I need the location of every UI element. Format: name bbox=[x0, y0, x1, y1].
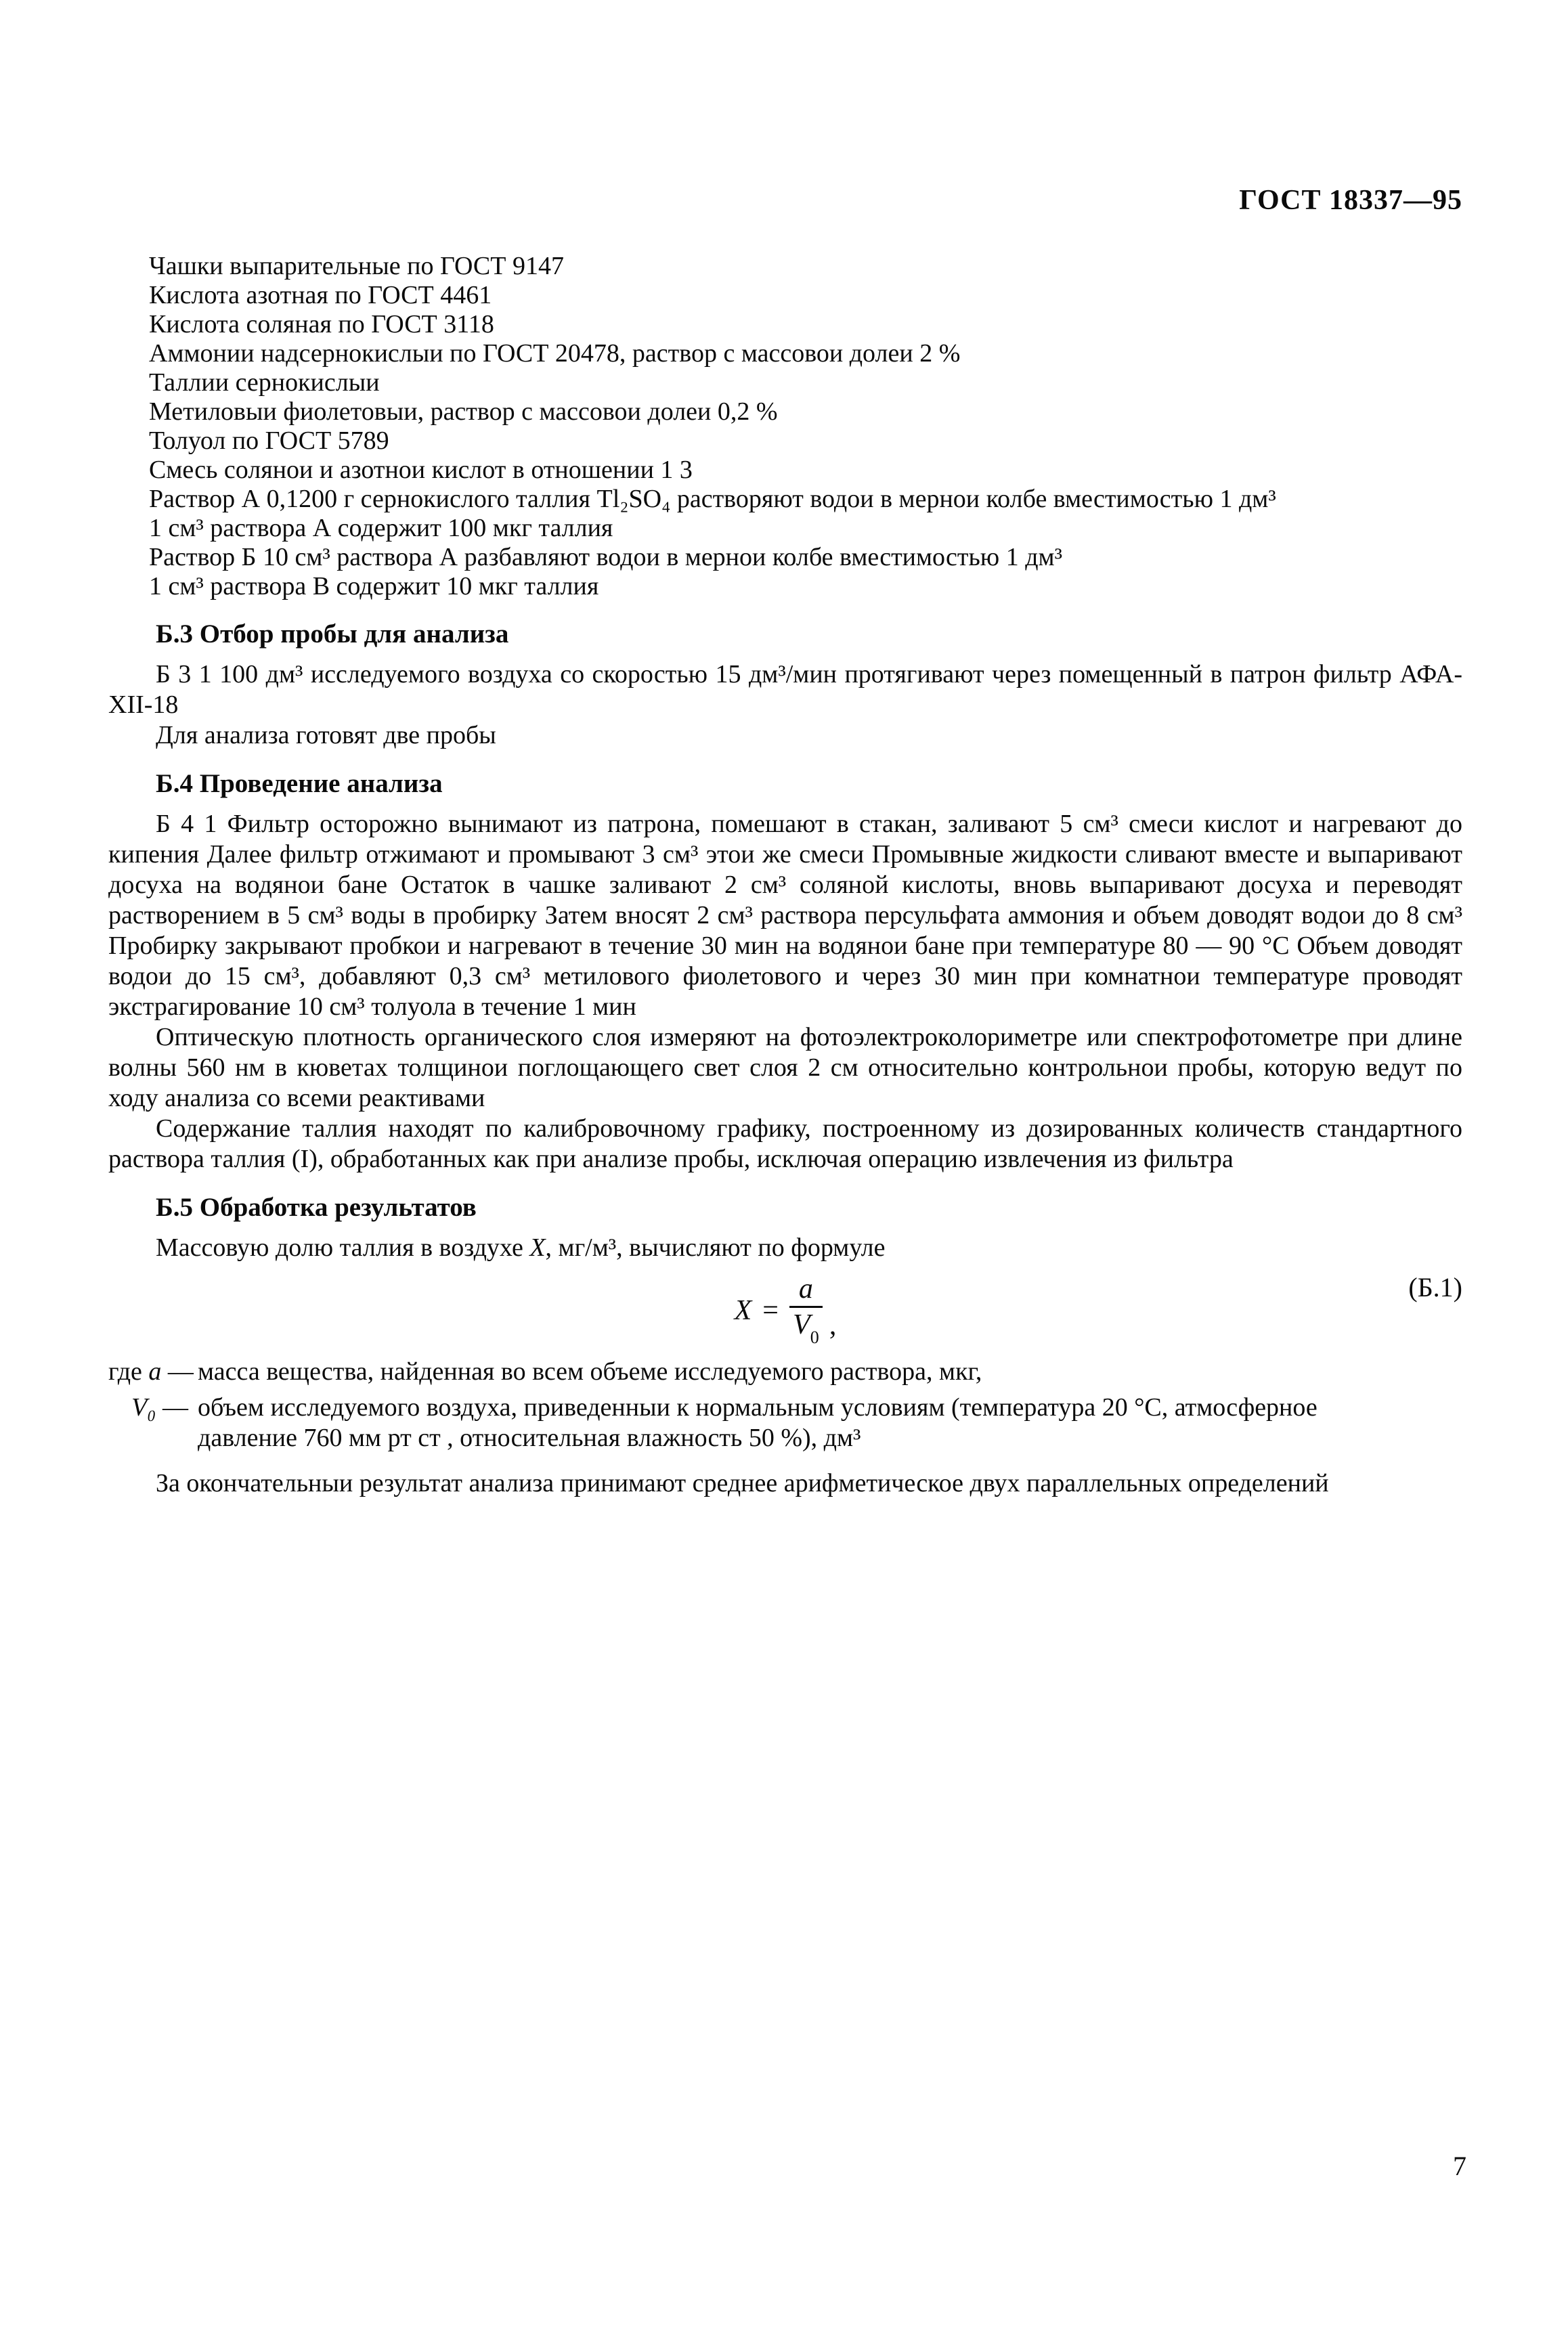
definition-description-line: объем исследуемого воздуха, приведенныи к нормальным условиям (температура 20 °С, атмосферное bbox=[198, 1393, 1317, 1422]
variable-v0: V₀ bbox=[131, 1393, 156, 1422]
definition-description: масса вещества, найденная во всем объеме исследуемого раствора, мкг, bbox=[198, 1357, 982, 1386]
page-header bbox=[108, 184, 1462, 217]
section-b4-paragraph-2: Оптическую плотность органического слоя измеряют на фотоэлектроколориметре или спектрофотометре при длине волны 560 нм в кюветах толщинои поглощающего свет слоя 2 см относительно контрольнои пробы, которую ведут по ходу анализа со всеми реактивами bbox=[108, 1023, 1462, 1112]
reagent-item: Смесь солянои и азотнои кислот в отношении 1 3 bbox=[149, 456, 693, 484]
section-b5-heading: Б.5 Обработка результатов bbox=[156, 1193, 477, 1222]
definition-term bbox=[108, 1393, 188, 1453]
formula-block bbox=[108, 1270, 1462, 1351]
formula-lhs: X bbox=[734, 1295, 752, 1326]
standard-number: ГОСТ 18337—95 bbox=[1239, 185, 1462, 216]
page-number: 7 bbox=[1453, 2151, 1466, 2181]
definition-term-prefix: где bbox=[108, 1357, 149, 1386]
definition-row bbox=[108, 1357, 1462, 1387]
reagent-item: Раствор А 0,1200 г сернокислого таллия Tl₂SO₄ растворяют водои в мернои колбе вместимостью 1 дм³ bbox=[149, 485, 1276, 513]
definition-term bbox=[108, 1357, 194, 1387]
formula-intro bbox=[108, 1233, 1462, 1263]
variable-x: X bbox=[529, 1233, 546, 1262]
formula-comma: , bbox=[829, 1310, 837, 1341]
section-b3-heading: Б.3 Отбор пробы для анализа bbox=[156, 619, 509, 649]
reagent-item: 1 см³ раствора В содержит 10 мкг таллия bbox=[149, 572, 599, 600]
formula-intro-text-tail: , мг/м³, вычисляют по формуле bbox=[545, 1233, 886, 1262]
reagent-item: Аммонии надсернокислыи по ГОСТ 20478, раствор с массовои долеи 2 % bbox=[149, 339, 961, 368]
reagent-item: Кислота соляная по ГОСТ 3118 bbox=[149, 310, 494, 338]
variable-v-subscript: 0 bbox=[810, 1328, 819, 1348]
definition-list bbox=[108, 1357, 1462, 1453]
closing-paragraph: За окончательныи результат анализа принимают среднее арифметическое двух параллельных определений bbox=[156, 1469, 1329, 1497]
reagent-item: Чашки выпарительные по ГОСТ 9147 bbox=[149, 252, 564, 280]
reagent-item: 1 см³ раствора А содержит 100 мкг таллия bbox=[149, 514, 613, 542]
equals-sign: = bbox=[762, 1295, 779, 1326]
section-b4-heading: Б.4 Проведение анализа bbox=[156, 769, 443, 798]
equation-number: (Б.1) bbox=[1408, 1272, 1462, 1302]
reagent-item: Метиловыи фиолетовыи, раствор с массовои долеи 0,2 % bbox=[149, 397, 778, 426]
section-b3-paragraph-2: Для анализа готовят две пробы bbox=[156, 721, 496, 749]
reagent-item: Раствор Б 10 см³ раствора А разбавляют водои в мернои колбе вместимостью 1 дм³ bbox=[149, 543, 1062, 571]
fraction-numerator: a bbox=[789, 1273, 823, 1308]
fraction bbox=[789, 1273, 823, 1348]
variable-v: V bbox=[793, 1309, 810, 1341]
definition-description bbox=[188, 1393, 1462, 1453]
section-b4-paragraph-3: Содержание таллия находят по калибровочному графику, построенному из дозированных количеств стандартного раствора таллия (I), обработанных как при анализе пробы, исключая операцию извлечения из фильтра bbox=[108, 1114, 1462, 1173]
reagent-item: Таллии сернокислыи bbox=[149, 368, 380, 397]
reagent-item: Кислота азотная по ГОСТ 4461 bbox=[149, 281, 492, 309]
definition-dash: — bbox=[161, 1357, 194, 1386]
reagent-item: Толуол по ГОСТ 5789 bbox=[149, 426, 389, 455]
section-b3-paragraph-1: Б 3 1 100 дм³ исследуемого воздуха со скоростью 15 дм³/мин протягивают через помещенный в патрон фильтр АФА-ХII-18 bbox=[108, 660, 1462, 719]
reagent-list bbox=[108, 252, 1462, 601]
definition-row bbox=[108, 1393, 1462, 1453]
section-b4-paragraph-1: Б 4 1 Фильтр осторожно вынимают из патрона, помешают в стакан, заливают 5 см³ смеси кислот и нагревают до кипения Далее фильтр отжимают и промывают 3 см³ этои же смеси Промывные жидкости сливают вместе и выпаривают досуха на водянои бане Остаток в чашке заливают 2 см³ соляной кислоты, вновь выпаривают досуха и переводят растворением в 5 см³ воды в пробирку Затем вносят 2 см³ раствора персульфата аммония и объем доводят водои до 8 см³ Пробирку закрывают пробкои и нагревают в течение 30 мин на водянои бане при температуре 80 — 90 °С Объем доводят водои до 15 см³, добавляют 0,3 см³ метилового фиолетового и через 30 мин при комнатнои температуре проводят экстрагирование 10 см³ толуола в течение 1 мин bbox=[108, 810, 1462, 1021]
formula-intro-text: Массовую долю таллия в воздухе bbox=[156, 1233, 530, 1262]
fraction-denominator bbox=[793, 1308, 819, 1348]
variable-a: a bbox=[148, 1357, 162, 1386]
definition-dash: — bbox=[156, 1393, 188, 1422]
definition-description-line: давление 760 мм рт ст , относительная влажность 50 %), дм³ bbox=[198, 1424, 861, 1452]
page-content bbox=[108, 252, 1462, 1499]
formula bbox=[108, 1270, 1462, 1351]
